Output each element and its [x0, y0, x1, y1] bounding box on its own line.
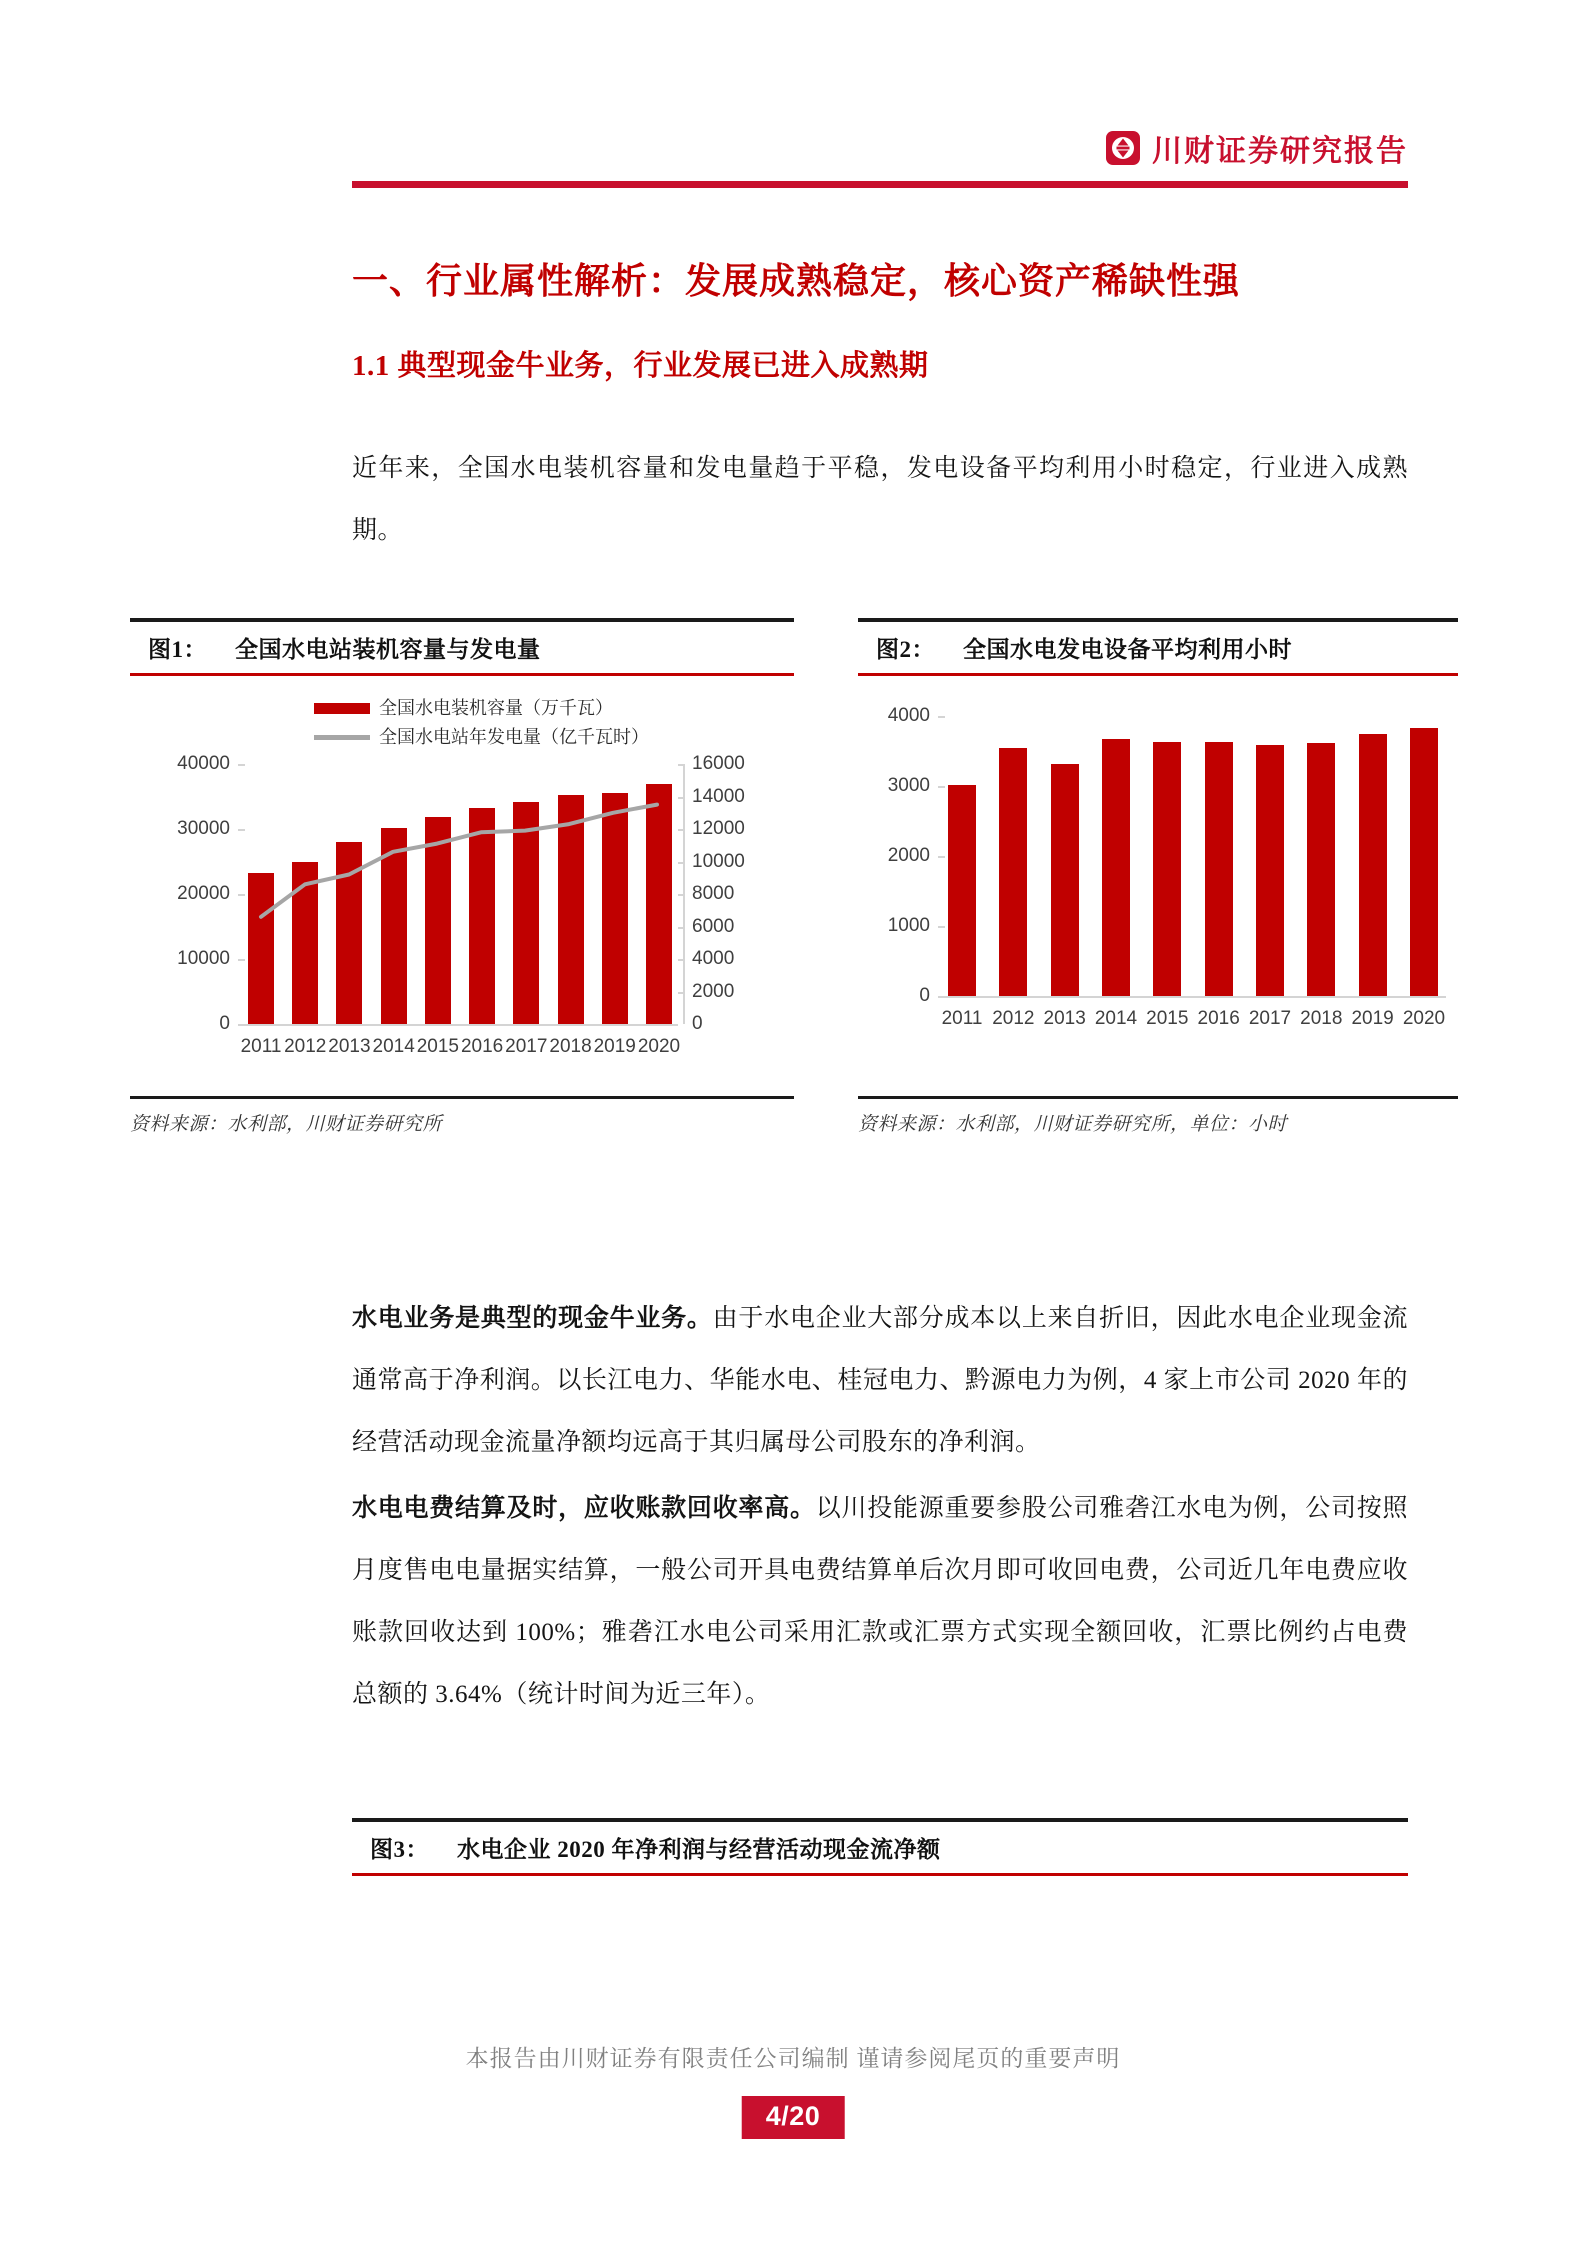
- fig2-left-tick-0: 0: [919, 985, 930, 1006]
- fig2-left-tick-2000: 2000: [887, 845, 930, 866]
- legend-item-generation: [314, 723, 649, 752]
- legend-swatch-line-icon: [314, 735, 370, 740]
- fig1-right-tick-8000: 8000: [692, 883, 735, 904]
- fig2-bar-2013: [1051, 764, 1079, 996]
- fig2-left-tick-3000: 3000: [887, 775, 930, 796]
- brand-block: [1106, 126, 1408, 170]
- figure-2-source: 资料来源：水利部，川财证券研究所，单位：小时: [858, 1114, 1288, 1135]
- figure-2-number: 图2：: [876, 637, 935, 662]
- figure-2-caption: [876, 631, 1458, 664]
- fig2-bars: [948, 716, 1438, 996]
- figure-1-legend: [314, 694, 649, 752]
- figure-3: [352, 1818, 1408, 1876]
- figure-1-source-wrap: [130, 1096, 794, 1136]
- figure-1-title: 全国水电站装机容量与发电量: [235, 637, 541, 662]
- fig2-x-axis-labels: [940, 1008, 1446, 1030]
- fig1-left-tick-0: 0: [219, 1013, 230, 1034]
- figure-1-caption-bar: [130, 618, 794, 676]
- fig2-xlabel-2017: 2017: [1248, 1008, 1292, 1029]
- fig2-xlabel-2015: 2015: [1146, 1008, 1189, 1029]
- fig1-right-tick-14000: 14000: [692, 785, 745, 807]
- header-divider: [352, 181, 1408, 188]
- figure-3-title: 水电企业 2020 年净利润与经营活动现金流净额: [457, 1837, 941, 1862]
- figure-2-caption-bar: [858, 618, 1458, 676]
- fig1-xlabel-2019: 2019: [593, 1036, 636, 1057]
- fig1-xlabel-2015: 2015: [416, 1036, 460, 1057]
- figure-1-number: 图1：: [148, 637, 207, 662]
- figure-3-caption-bar: [352, 1818, 1408, 1876]
- fig2-left-tick-1000: 1000: [887, 915, 930, 936]
- fig1-left-tickmark-2: [238, 894, 245, 896]
- fig1-right-tick-6000: 6000: [692, 915, 735, 937]
- footer-notice: 本报告由川财证券有限责任公司编制 谨请参阅尾页的重要声明: [465, 2046, 1121, 2071]
- fig2-xlabel-2016: 2016: [1197, 1008, 1240, 1029]
- fig2-left-tickmark-1: [938, 926, 945, 928]
- figure-1-caption: [148, 631, 794, 664]
- fig2-left-tick-4000: 4000: [887, 705, 930, 726]
- fig1-right-axis-line: [683, 764, 685, 1024]
- fig1-left-tick-10000: 10000: [177, 948, 230, 969]
- fig2-xlabel-2012: 2012: [992, 1008, 1035, 1029]
- legend-swatch-bar-icon: [314, 703, 370, 714]
- fig1-right-tick-0: 0: [692, 1013, 703, 1034]
- fig2-left-tickmark-3: [938, 786, 945, 788]
- page-number-badge: 4/20: [742, 2096, 845, 2139]
- figure-2-plot: [858, 705, 1458, 1056]
- intro-paragraph: 近年来，全国水电装机容量和发电量趋于平稳，发电设备平均利用小时稳定，行业进入成熟期。: [352, 455, 1408, 544]
- fig1-xlabel-2020: 2020: [637, 1036, 681, 1057]
- fig1-left-tickmark-4: [238, 764, 245, 766]
- fig2-bar-2011: [948, 785, 976, 996]
- body-paragraph-2-rest: 以川投能源重要参股公司雅砻江水电为例，公司按照月度售电电量据实结算，一般公司开具电费结算单后次月即可收回电费，公司近几年电费应收账款回收达到 100%；雅砻江水电公司采用汇款或汇票方式实现全额回收，汇票比例约占电费总额的 3.64%（统计时间为近三年）。: [352, 1495, 1408, 1708]
- figure-1: [130, 618, 794, 1136]
- body-paragraph-1-lead: 水电业务是典型的现金牛业务。: [352, 1305, 713, 1332]
- figure-2-chart: [858, 676, 1458, 1096]
- fig1-right-tick-12000: 12000: [692, 818, 745, 839]
- legend-label-capacity: 全国水电装机容量（万千瓦）: [379, 698, 613, 718]
- fig2-left-tickmark-2: [938, 856, 945, 858]
- body-paragraph-2-lead: 水电电费结算及时，应收账款回收率高。: [352, 1495, 816, 1522]
- fig1-xlabel-2014: 2014: [372, 1036, 415, 1057]
- figure-2-title: 全国水电发电设备平均利用小时: [963, 637, 1292, 662]
- fig1-left-tick-40000: 40000: [177, 753, 230, 774]
- fig2-xlabel-2020: 2020: [1402, 1008, 1446, 1029]
- section-heading: 一、行业属性解析：发展成熟稳定，核心资产稀缺性强: [352, 261, 1241, 301]
- body-paragraph-1: [352, 1288, 1408, 1474]
- fig2-bar-2015: [1153, 742, 1181, 996]
- figure-3-caption: [370, 1831, 1408, 1864]
- fig2-xlabel-2019: 2019: [1351, 1008, 1394, 1029]
- body-paragraph-2: [352, 1478, 1408, 1726]
- fig1-x-axis-labels: [239, 1036, 681, 1058]
- fig2-bar-2018: [1307, 743, 1335, 996]
- fig1-xlabel-2013: 2013: [328, 1036, 371, 1057]
- legend-label-generation: 全国水电站年发电量（亿千瓦时）: [379, 727, 649, 747]
- body-paragraph-1-rest: 由于水电企业大部分成本以上来自折旧，因此水电企业现金流通常高于净利润。以长江电力、华能水电、桂冠电力、黔源电力为例，4 家上市公司 2020 年的经营活动现金流量净额均远高于其归属母公司股东的净利润。: [352, 1305, 1408, 1456]
- fig1-right-tick-16000: 16000: [692, 753, 745, 774]
- page-header: [352, 118, 1408, 188]
- fig2-bar-2012: [999, 748, 1027, 997]
- subsection-heading: 1.1 典型现金牛业务，行业发展已进入成熟期: [352, 350, 929, 382]
- figure-1-plot: [130, 753, 794, 1064]
- fig1-right-tick-2000: 2000: [692, 980, 735, 1002]
- fig1-left-tickmark-1: [238, 959, 245, 961]
- fig1-xlabel-2017: 2017: [505, 1036, 548, 1057]
- figure-2-source-wrap: [858, 1096, 1458, 1136]
- fig2-baseline: [938, 996, 1446, 998]
- fig1-right-tick-4000: 4000: [692, 948, 735, 969]
- brand-title: 川财证券研究报告: [1152, 135, 1408, 168]
- fig2-xlabel-2014: 2014: [1094, 1008, 1138, 1029]
- figure-1-source: 资料来源：水利部，川财证券研究所: [130, 1114, 443, 1135]
- fig1-xlabel-2011: 2011: [240, 1036, 282, 1057]
- fig2-bar-2020: [1410, 728, 1438, 996]
- fig2-bar-2017: [1256, 745, 1284, 996]
- fig2-xlabel-2011: 2011: [941, 1008, 983, 1029]
- fig1-xlabel-2018: 2018: [549, 1036, 592, 1057]
- fig1-left-tickmark-3: [238, 829, 245, 831]
- legend-item-capacity: [314, 694, 649, 723]
- fig1-right-tick-10000: 10000: [692, 850, 745, 872]
- fig2-left-tickmark-4: [938, 716, 945, 718]
- fig2-bar-2019: [1359, 734, 1387, 996]
- fig2-bar-2016: [1205, 742, 1233, 996]
- fig1-xlabel-2012: 2012: [284, 1036, 327, 1057]
- fig2-xlabel-2013: 2013: [1043, 1008, 1086, 1029]
- fig1-line-series: [248, 764, 672, 1024]
- fig2-xlabel-2018: 2018: [1300, 1008, 1343, 1029]
- figure-2: [858, 618, 1458, 1136]
- fig1-left-tick-20000: 20000: [177, 883, 230, 904]
- updown-arrow-logo-icon: [1106, 131, 1140, 165]
- figure-3-number: 图3：: [370, 1837, 429, 1862]
- fig1-xlabel-2016: 2016: [460, 1036, 504, 1057]
- fig1-baseline: [238, 1024, 678, 1026]
- fig2-bar-2014: [1102, 739, 1130, 996]
- figure-1-chart: [130, 676, 794, 1096]
- fig1-left-tick-30000: 30000: [177, 818, 230, 839]
